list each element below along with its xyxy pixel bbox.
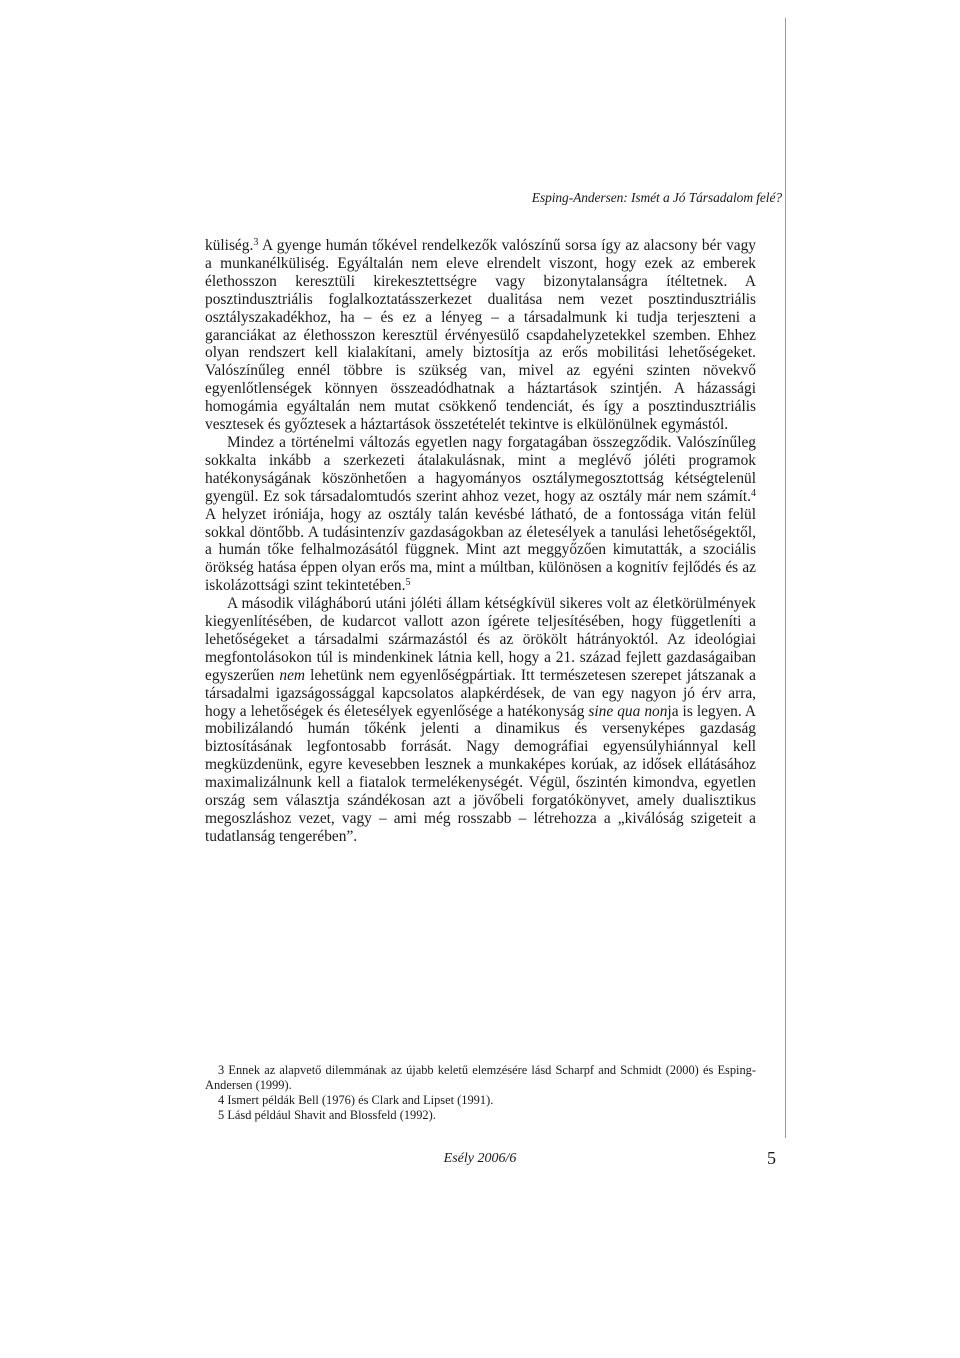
- footnote-number: 3: [218, 1063, 225, 1077]
- text-run: küliség.: [205, 237, 254, 254]
- footnote-ref: 4: [751, 487, 756, 499]
- text-run: A gyenge humán tőkével rendelkezők valószínű sorsa így az alacsony bér vagy a munkanélküliség. Egyáltalán nem eleve elrendelt viszont, hogy ezek az emberek élethosszon keresztüli kirekesztettségre vagy bizonytalanságra ítéltetnek. A posztindusztriális foglalkoztatásszerkezet dualitása nem vezet posztindusztriális osztályszakadékhoz, ha – és ez a lényeg – a társadalmunk ki tudja terjeszteni a garanciákat az élethosszon keresztül érvényesülő csapdahelyzetekkel szemben. Ehhez olyan rendszert kell kialakítani, amely biztosítja az erős mobilitási lehetőségeket. Valószínűleg ennél többre is szükség van, mivel az egyéni szinten növekvő egyenlőtlenségek könnyen összeadódhatnak a háztartások szintjén. A házassági homogámia egyáltalán nem mutat csökkenő tendenciát, és így a posztindusztriális vesztesek és győztesek a háztartások összetételét tekintve is elkülönülnek egymástól.: [205, 237, 756, 434]
- running-head: Esping-Andersen: Ismét a Jó Társadalom felé?: [531, 190, 782, 205]
- footnote: [205, 1108, 756, 1123]
- italic-text: nem: [279, 666, 306, 684]
- paragraph: [205, 434, 756, 595]
- paragraph: [205, 237, 756, 434]
- text-run: Mindez a történelmi változás egyetlen nagy forgatagában összegződik. Valószínűleg sokkalta inkább a szerkezeti átalakulásnak, mint a meglévő jóléti programok hatékonyságának köszönhetően a hagyományos osztálymegosztottság kétségtelenül gyengül. Ez sok társadalomtudós szerint ahhoz vezet, hogy az osztály már nem számít.: [205, 433, 756, 505]
- text-run: A második világháború utáni jóléti állam kétségkívül sikeres volt az életkörülmények kiegyenlítésében, de kudarcot vallott azon ígérete teljesítésében, hogy függetleníti a lehetőségeket a társadalmi származástól és az örökölt hátrányoktól. Az ideológiai megfontolásokon túl is mindenkinek látnia kell, hogy a 21. század fejlett gazdaságaiban egyszerűen: [205, 595, 756, 684]
- footnote-ref: 5: [405, 577, 411, 589]
- footnote-number: 4: [218, 1093, 225, 1107]
- footnote-text: Ennek az alapvető dilemmának az újabb keletű elemzésére lásd Scharpf and Schmidt (2000) és Esping-Andersen (1999).: [205, 1063, 756, 1092]
- footnote-ref: 3: [253, 237, 259, 248]
- text-run: ja is legyen. A mobilizálandó humán tőkénk jelenti a dinamikus és versenyképes gazdaság biztosításának legfontosabb forrását. Nagy demográfiai egyensúlyhiánnyal kell megküzdenünk, egyre kevesebben lesznek a munkaképes korúak, az idősek ellátásához maximalizálnunk kell a fiatalok termelékenységét. Végül, őszintén kimondva, egyetlen ország sem választja szándékosan azt a jövőbeli forgatókönyvet, amely dualisztikus megoszláshoz vezet, vagy – ami még rosszabb – létrehozza a „kiválóság szigeteit a tudatlanság tengerében”.: [205, 702, 756, 845]
- footnote: [205, 1063, 756, 1093]
- footnotes: [205, 1063, 756, 1123]
- italic-text: sine qua non: [588, 702, 668, 720]
- text-run: A helyzet iróniája, hogy az osztály talán kevésbé látható, de a fontossága vitán felül sokkal döntőbb. A tudásintenzív gazdaságokban az életesélyek a tanulási lehetőségektől, a humán tőke felhalmozásától függnek. Mint azt meggyőzően kimutatták, a szociális örökség hatása éppen olyan erős ma, mint a múltban, különösen a kognitív fejlődés és az iskolázottsági szint tekintetében.: [205, 505, 756, 595]
- footnote-number: 5: [218, 1108, 225, 1122]
- footer-journal-title: Esély 2006/6: [443, 1151, 517, 1166]
- paragraph: [205, 595, 756, 846]
- body-text: [205, 237, 756, 846]
- footnote: [205, 1093, 756, 1108]
- footnote-text: Ismert példák Bell (1976) és Clark and Lipset (1991).: [227, 1093, 494, 1107]
- margin-rule: [785, 18, 786, 1138]
- footnote-text: Lásd például Shavit and Blossfeld (1992).: [227, 1108, 436, 1122]
- page-number: 5: [767, 1148, 776, 1168]
- text-run: lehetünk nem egyenlőségpártiak. Itt természetesen szerepet játszanak a társadalmi igazságossággal kapcsolatos alapkérdések, de van egy nagyon jó érv arra, hogy a lehetőségek és életesélyek egyenlősége a hatékonyság: [205, 666, 756, 720]
